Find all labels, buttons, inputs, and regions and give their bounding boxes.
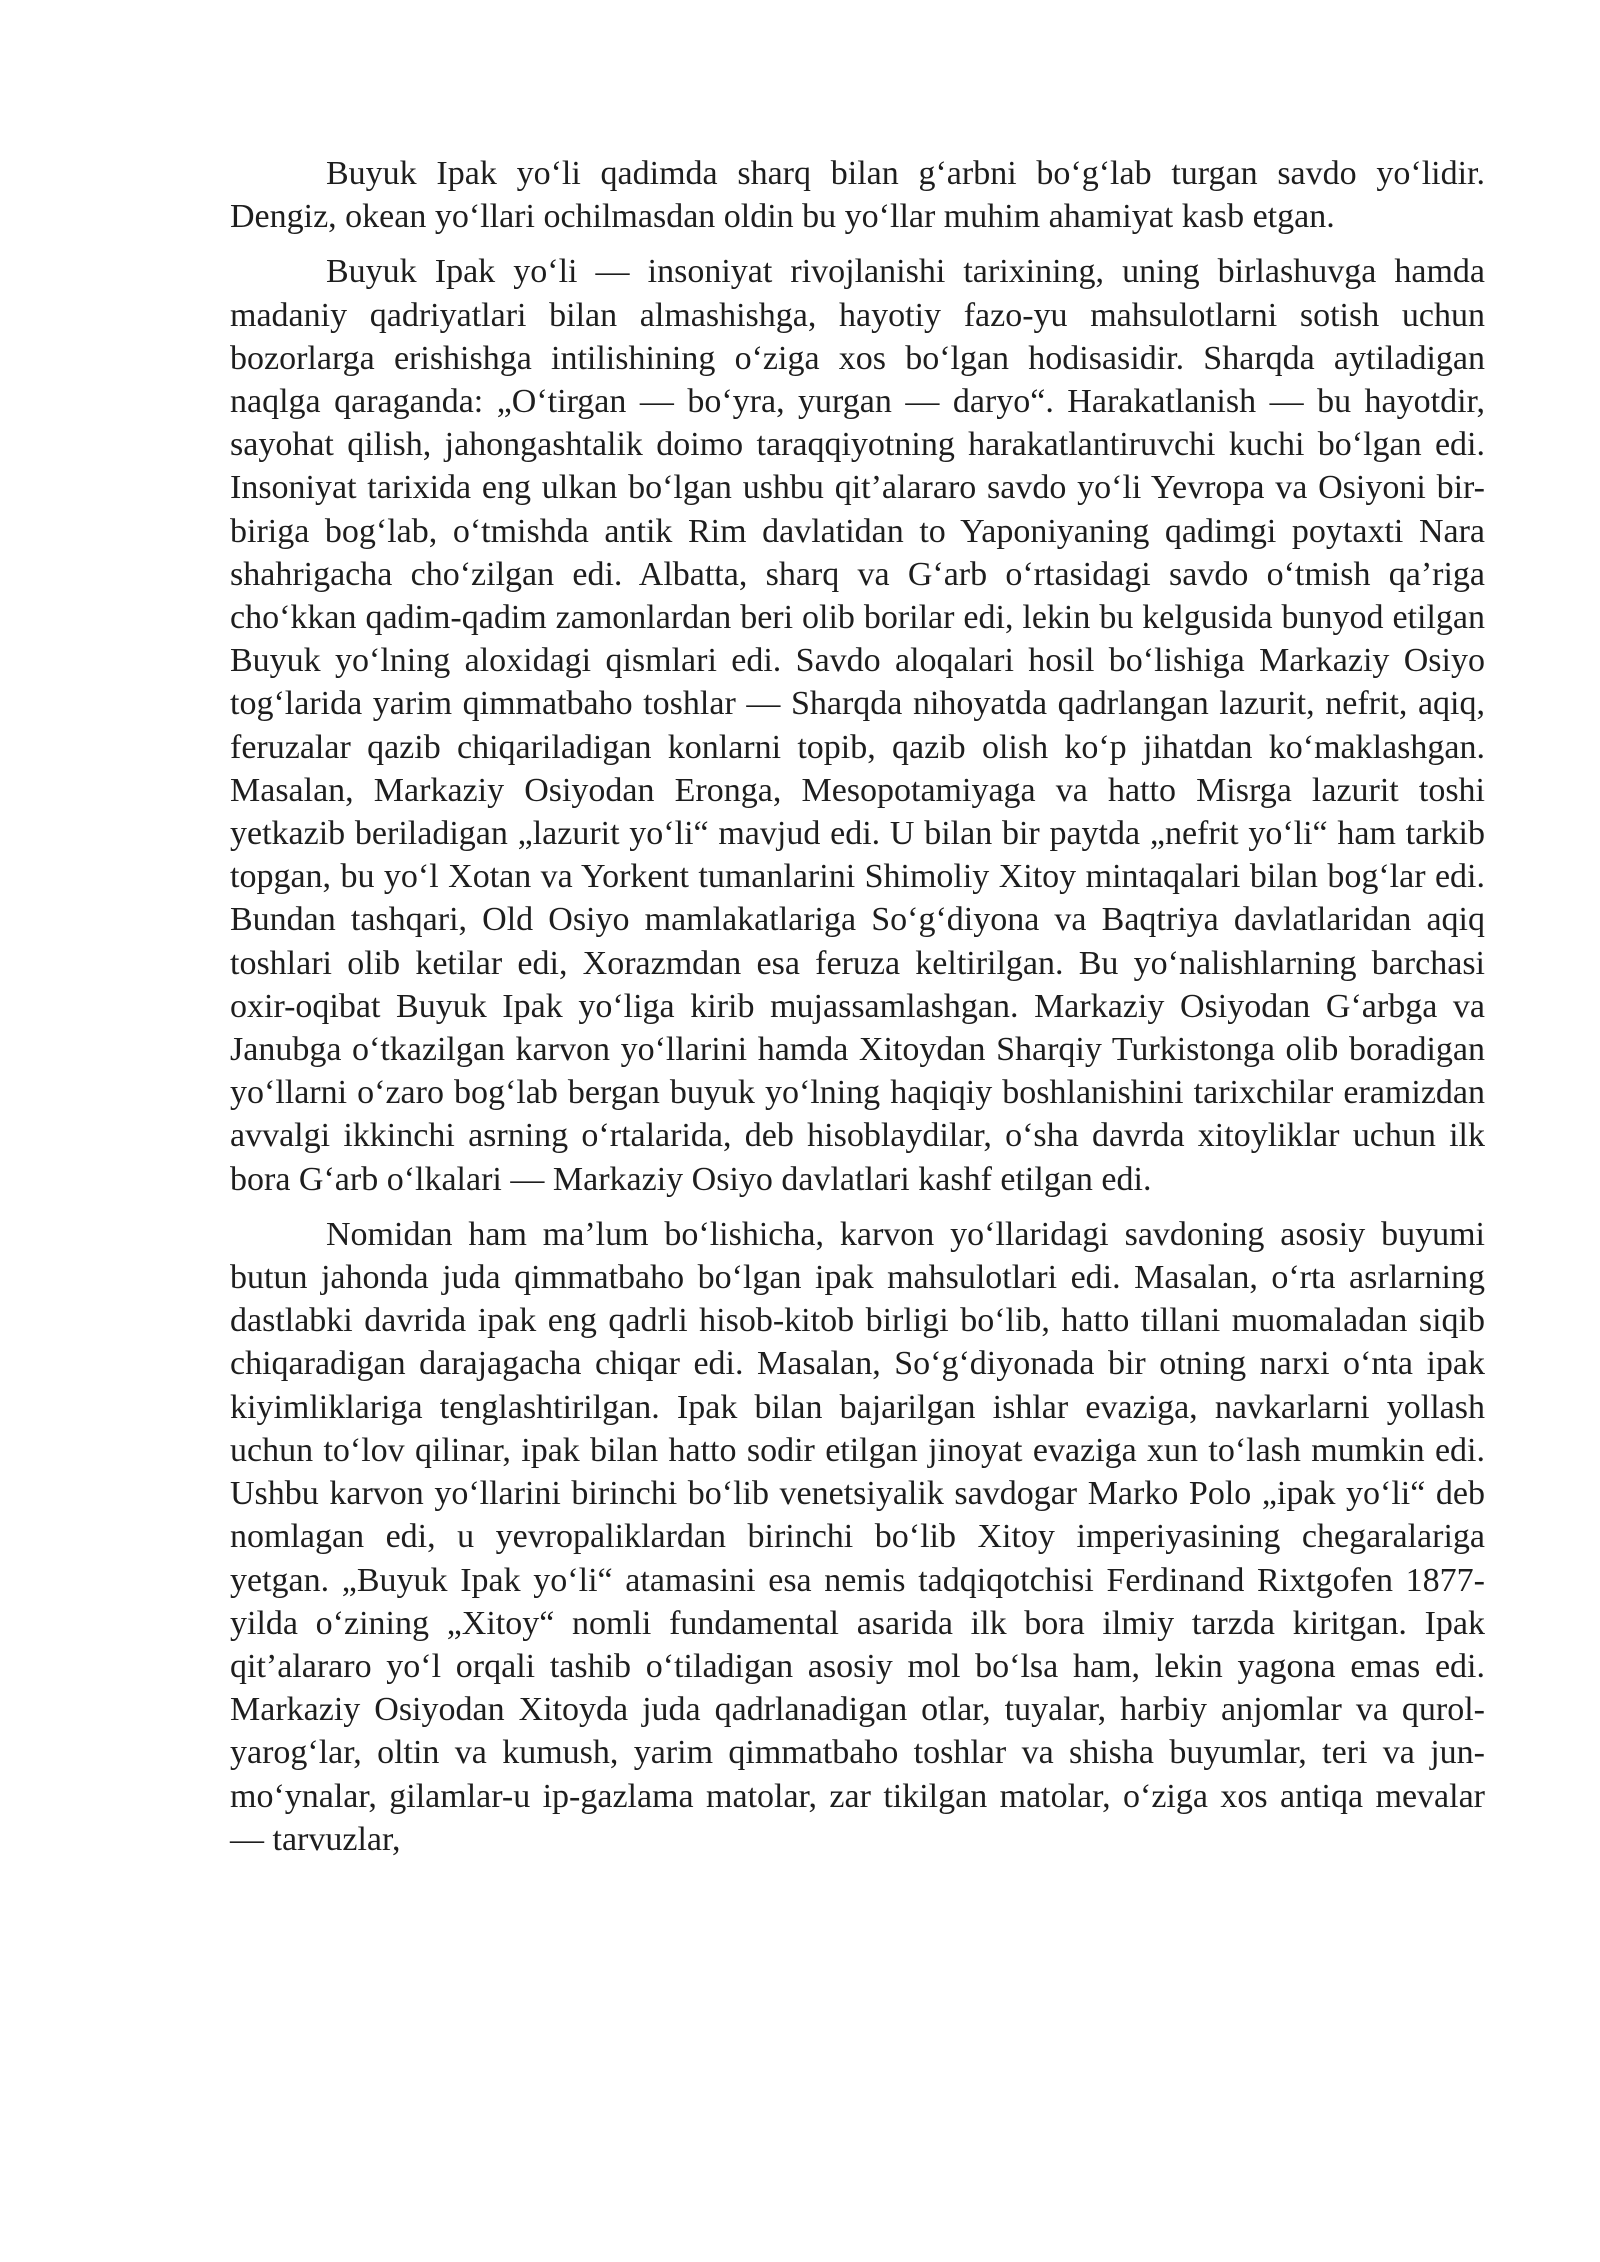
- document-page: [230, 152, 1485, 1873]
- paragraph-silk-trade: Nomidan ham ma’lum bo‘lishicha, karvon yo‘llaridagi savdoning asosiy buyumi butun jahonda juda qimmatbaho bo‘lgan ipak mahsulotlari edi. Masalan, o‘rta asrlarning dastlabki davrida ipak eng qadrli hisob-kitob birligi bo‘lib, hatto tillani muomaladan siqib chiqaradigan darajagacha chiqar edi. Masalan, So‘g‘diyonada bir otning narxi o‘nta ipak kiyimliklariga tenglashtirilgan. Ipak bilan bajarilgan ishlar evaziga, navkarlarni yollash uchun to‘lov qilinar, ipak bilan hatto sodir etilgan jinoyat evaziga xun to‘lash mumkin edi. Ushbu karvon yo‘llarini birinchi bo‘lib venetsiyalik savdogar Marko Polo „ipak yo‘li“ deb nomlagan edi, u yevropaliklardan birinchi bo‘lib Xitoy imperiyasining chegaralariga yetgan. „Buyuk Ipak yo‘li“ atamasini esa nemis tadqiqotchisi Ferdinand Rixtgofen 1877- yilda o‘zining „Xitoy“ nomli fundamental asarida ilk bora ilmiy tarzda kiritgan. Ipak qit’alararo yo‘l orqali tashib o‘tiladigan asosiy mol bo‘lsa ham, lekin yagona emas edi. Markaziy Osiyodan Xitoyda juda qadrlanadigan otlar, tuyalar, harbiy anjomlar va qurol-yarog‘lar, oltin va kumush, yarim qimmatbaho toshlar va shisha buyumlar, teri va jun-mo‘ynalar, gilamlar-u ip-gazlama matolar, zar tikilgan matolar, o‘ziga xos antiqa mevalar — tarvuzlar,: [230, 1215, 1485, 1858]
- paragraph-intro: Buyuk Ipak yo‘li qadimda sharq bilan g‘arbni bo‘g‘lab turgan savdo yo‘lidir. Dengiz, okean yo‘llari ochilmasdan oldin bu yo‘llar muhim ahamiyat kasb etgan.: [230, 155, 1485, 236]
- paragraph-history: Buyuk Ipak yo‘li — insoniyat rivojlanishi tarixining, uning birlashuvga hamda madaniy qadriyatlari bilan almashishga, hayotiy fazo-yu mahsulotlarni sotish uchun bozorlarga erishishga intilishining o‘ziga xos bo‘lgan hodisasidir. Sharqda aytiladigan naqlga qaraganda: „O‘tirgan — bo‘yra, yurgan — daryo“. Harakatlanish — bu hayotdir, sayohat qilish, jahongashtalik doimo taraqqiyotning harakatlantiruvchi kuchi bo‘lgan edi. Insoniyat tarixida eng ulkan bo‘lgan ushbu qit’alararo savdo yo‘li Yevropa va Osiyoni bir-biriga bog‘lab, o‘tmishda antik Rim davlatidan to Yaponiyaning qadimgi poytaxti Nara shahrigacha cho‘zilgan edi. Albatta, sharq va G‘arb o‘rtasidagi savdo o‘tmish qa’riga cho‘kkan qadim-qadim zamonlardan beri olib borilar edi, lekin bu kelgusida bunyod etilgan Buyuk yo‘lning aloxidagi qismlari edi. Savdo aloqalari hosil bo‘lishiga Markaziy Osiyo tog‘larida yarim qimmatbaho toshlar — Sharqda nihoyatda qadrlangan lazurit, nefrit, aqiq, feruzalar qazib chiqariladigan konlarni topib, qazib olish ko‘p jihatdan ko‘maklashgan. Masalan, Markaziy Osiyodan Eronga, Mesopotamiyaga va hatto Misrga lazurit toshi yetkazib beriladigan „lazurit yo‘li“ mavjud edi. U bilan bir paytda „nefrit yo‘li“ ham tarkib topgan, bu yo‘l Xotan va Yorkent tumanlarini Shimoliy Xitoy mintaqalari bilan bog‘lar edi. Bundan tashqari, Old Osiyo mamlakatlariga So‘g‘diyona va Baqtriya davlatlaridan aqiq toshlari olib ketilar edi, Xorazmdan esa feruza keltirilgan. Bu yo‘nalishlarning barchasi oxir-oqibat Buyuk Ipak yo‘liga kirib mujassamlashgan. Markaziy Osiyodan G‘arbga va Janubga o‘tkazilgan karvon yo‘llarini hamda Xitoydan Sharqiy Turkistonga olib boradigan yo‘llarni o‘zaro bog‘lab bergan buyuk yo‘lning haqiqiy boshlanishini tarixchilar eramizdan avvalgi ikkinchi asrning o‘rtalarida, deb hisoblaydilar, o‘sha davrda xitoyliklar uchun ilk bora G‘arb o‘lkalari — Markaziy Osiyo davlatlari kashf etilgan edi.: [230, 253, 1485, 1198]
